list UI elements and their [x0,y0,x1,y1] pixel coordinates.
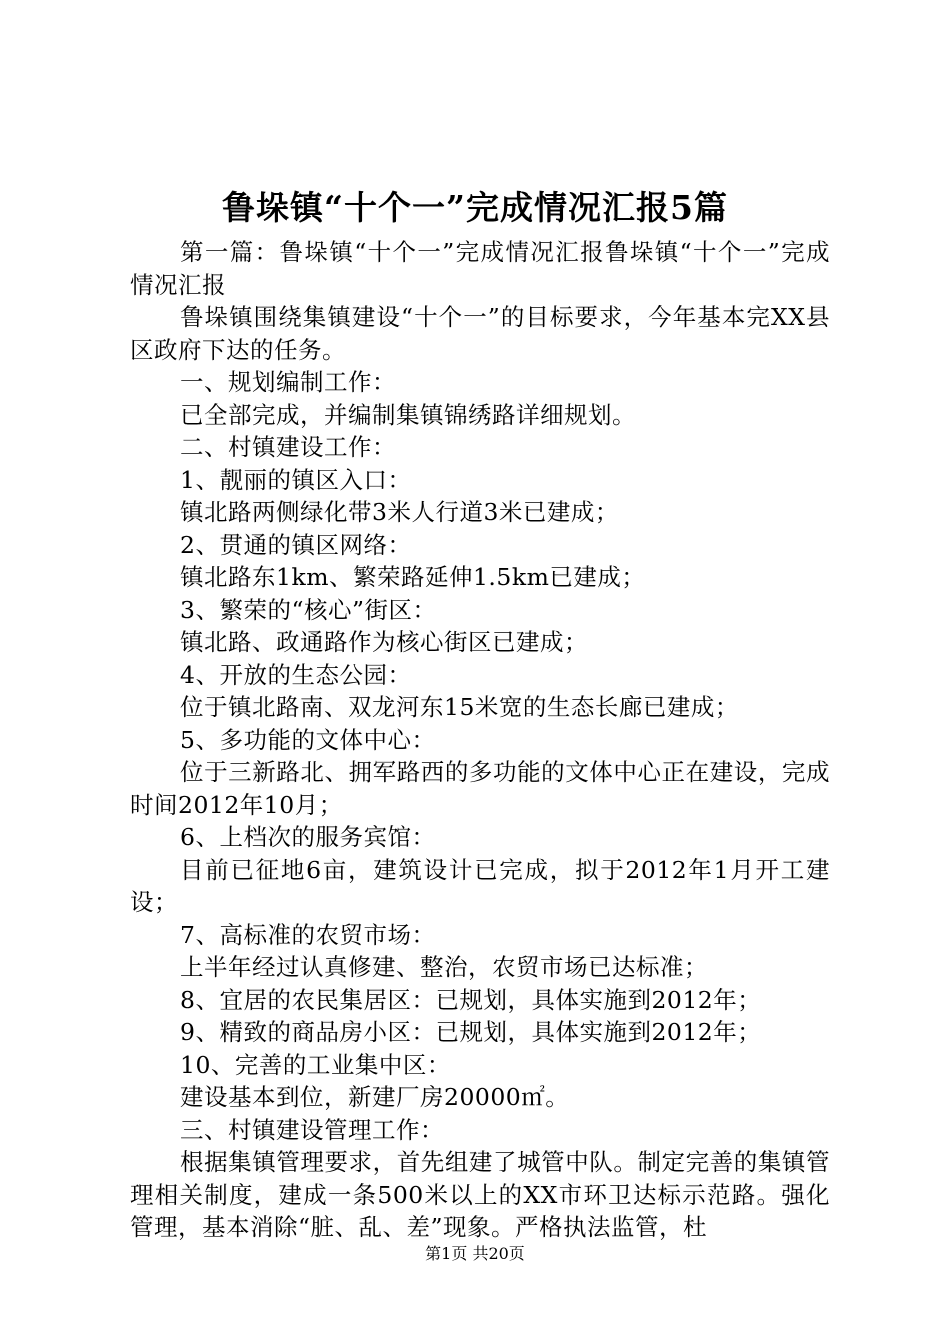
paragraph: 镇北路、政通路作为核心街区已建成； [180,628,588,656]
list-item: 9、精致的商品房小区：已规划，具体实施到2012年； [180,1018,762,1046]
paragraph: 鲁垛镇围绕集镇建设“十个一”的目标要求，今年基本完XX县区政府下达的任务。 [130,303,830,364]
paragraph: 镇北路两侧绿化带3米人行道3米已建成； [180,498,619,526]
paragraph: 目前已征地6亩，建筑设计已完成，拟于2012年1月开工建设； [130,855,830,916]
list-item-heading: 1、靓丽的镇区入口： [180,465,412,494]
paragraph: 建设基本到位，新建厂房20000㎡。 [180,1083,570,1111]
paragraph: 第一篇：鲁垛镇“十个一”完成情况汇报鲁垛镇“十个一”完成情况汇报 [130,238,830,299]
section-heading: 三、村镇建设管理工作： [180,1115,444,1144]
list-item-heading: 10、完善的工业集中区： [180,1050,451,1079]
list-item-heading: 2、贯通的镇区网络： [180,530,412,559]
list-item-heading: 3、繁荣的“核心”街区： [180,595,437,624]
page-footer: 第1页 共20页 [425,1244,525,1263]
document-title: 鲁垛镇“十个一”完成情况汇报5篇 [222,188,728,227]
section-heading: 二、村镇建设工作： [180,433,396,461]
paragraph: 根据集镇管理要求，首先组建了城管中队。制定完善的集镇管理相关制度，建成一条500米以上的XX市环卫达标示范路。强化管理，基本消除“脏、乱、差”现象。严格执法监管，杜 [130,1148,830,1241]
list-item-heading: 7、高标准的农贸市场： [180,920,436,949]
list-item-heading: 5、多功能的文体中心： [180,725,436,754]
paragraph: 位于三新路北、拥军路西的多功能的文体中心正在建设，完成时间2012年10月； [130,758,830,819]
document-body [130,236,830,1244]
section-heading: 一、规划编制工作： [180,368,396,396]
list-item-heading: 4、开放的生态公园： [180,660,412,689]
list-item-heading: 6、上档次的服务宾馆： [180,823,436,851]
paragraph: 位于镇北路南、双龙河东15米宽的生态长廊已建成； [180,693,739,721]
paragraph: 镇北路东1km、繁荣路延伸1.5km已建成； [180,563,646,591]
paragraph: 上半年经过认真修建、整治，农贸市场已达标准； [180,953,708,981]
list-item: 8、宜居的农民集居区：已规划，具体实施到2012年； [180,985,762,1014]
paragraph: 已全部完成，并编制集镇锦绣路详细规划。 [180,400,636,429]
